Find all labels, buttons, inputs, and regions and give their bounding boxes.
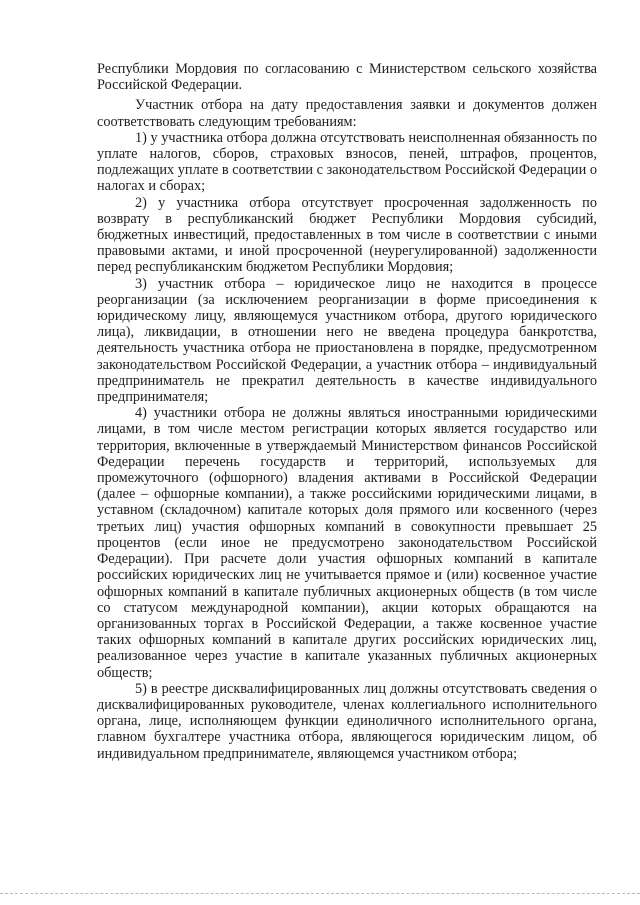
paragraph-requirement-3: 3) участник отбора – юридическое лицо не находится в процессе реорганизации (за исключением реорганизации в форме присоединения к юридическому лицу, являющемуся участником отбора, другого юридического лица), ликвидации, в отношении него не введена процедура банкротства, деятельность участника отбора не приостановлена в порядке, предусмотренном законодательством Российской Федерации, а участник отбора – индивидуальный предприниматель не прекратил деятельность в качестве индивидуального предпринимателя; (97, 275, 597, 406)
paragraph-requirement-2: 2) у участника отбора отсутствует просроченная задолженность по возврату в республиканский бюджет Республики Мордовия субсидий, бюджетных инвестиций, предоставленных в том числе в соответствии с иными правовыми актами, и иной просроченной (неурегулированной) задолженности перед республиканским бюджетом Республики Мордовия; (97, 194, 597, 276)
paragraph-requirement-5: 5) в реестре дисквалифицированных лиц должны отсутствовать сведения о дисквалифицированных руководителе, членах коллегиального исполнительного органа, лице, исполняющем функции единоличного исполнительного органа, главном бухгалтере участника отбора, являющегося юридическим лицом, об индивидуальном предпринимателе, являющемся участником отбора; (97, 680, 597, 762)
paragraph-requirements-intro: Участник отбора на дату предоставления заявки и документов должен соответствовать следующим требованиям: (97, 97, 597, 130)
paragraph-requirement-1: 1) у участника отбора должна отсутствовать неисполненная обязанность по уплате налогов, сборов, страховых взносов, пеней, штрафов, процентов, подлежащих уплате в соответствии с законодательством Российской Федерации о налогах и сборах; (97, 129, 597, 195)
paragraph-requirement-4: 4) участники отбора не должны являться иностранными юридическими лицами, в том числе местом регистрации которых является государство или территория, включенные в утверждаемый Министерством финансов Российской Федерации перечень государств и территорий, используемых для промежуточного (офшорного) владения активами в Российской Федерации (далее – офшорные компании), а также российскими юридическими лицами, в уставном (складочном) капитале которых доля прямого или косвенного (через третьих лиц) участия офшорных компаний в совокупности превышает 25 процентов (если иное не предусмотрено законодательством Российской Федерации). При расчете доли участия офшорных компаний в капитале российских юридических лиц не учитывается прямое и (или) косвенное участие офшорных компаний в капитале публичных акционерных обществ (в том числе со статусом международной компании), акции которых обращаются на организованных торгах в Российской Федерации, а также косвенное участие таких офшорных компаний в капитале других российских юридических лиц, реализованное через участие в капитале указанных публичных акционерных обществ; (97, 405, 597, 681)
document-body (97, 61, 597, 762)
page-bottom-divider (0, 893, 640, 894)
paragraph-continuation: Республики Мордовия по согласованию с Министерством сельского хозяйства Российской Федерации. (97, 61, 597, 94)
